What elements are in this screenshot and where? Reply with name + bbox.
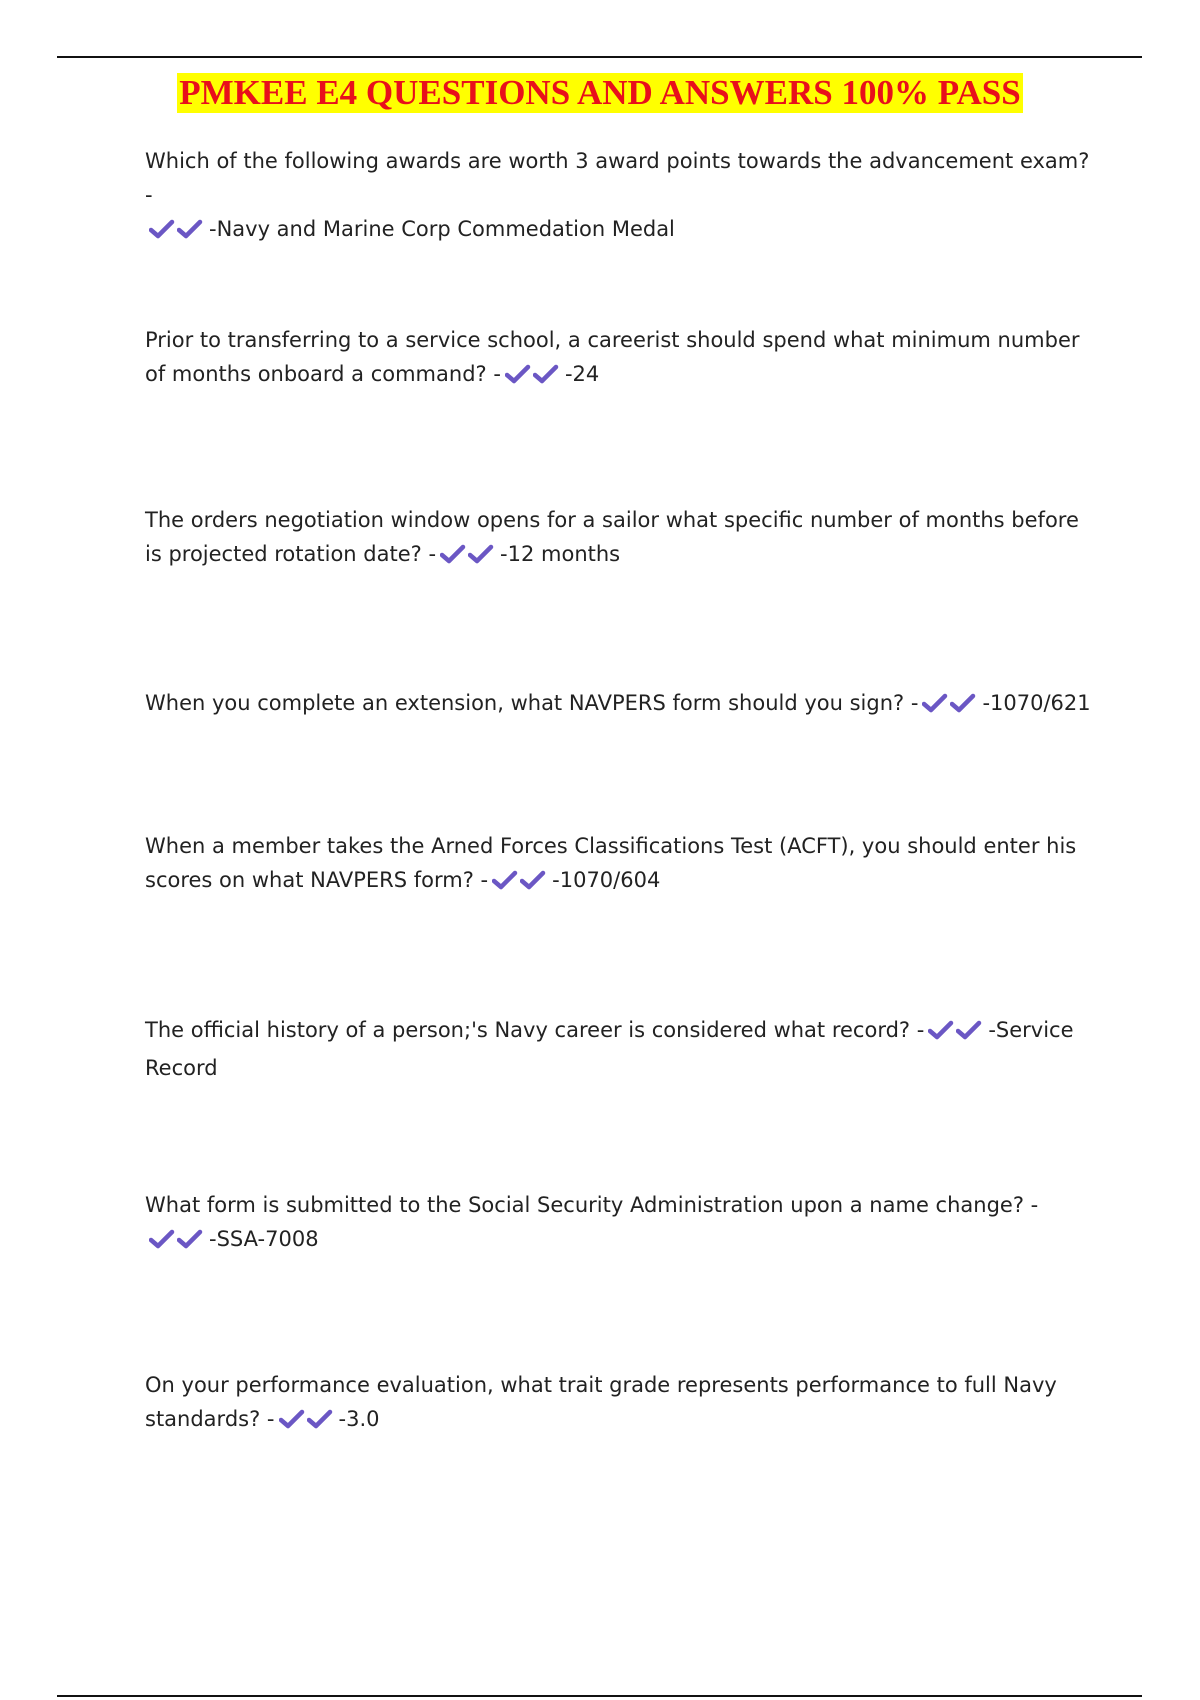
check-icon <box>520 869 548 891</box>
answer-text: -12 months <box>500 542 621 566</box>
answer-text: -24 <box>564 362 600 386</box>
question-text: On your performance evaluation, what trait grade represents performance to full Navy standards? - <box>145 1373 1057 1431</box>
qa-item-8 <box>145 1368 1095 1440</box>
check-icon <box>279 1408 307 1430</box>
check-marks <box>149 1226 205 1260</box>
check-icon <box>149 1228 177 1250</box>
qa-item-1 <box>145 144 1095 250</box>
check-icon <box>440 543 468 565</box>
check-marks <box>492 867 548 901</box>
qa-item-2 <box>145 323 1095 395</box>
check-marks <box>440 541 496 575</box>
qa-item-5 <box>145 829 1095 901</box>
title-wrap <box>0 73 1200 113</box>
question-text: The orders negotiation window opens for a sailor what specific number of months before is projected rotation date? - <box>145 508 1079 566</box>
check-marks <box>149 216 205 250</box>
check-icon <box>307 1408 335 1430</box>
answer-text: -Service Record <box>145 1018 1074 1080</box>
check-icon <box>922 692 950 714</box>
question-text: When a member takes the Arned Forces Classifications Test (ACFT), you should enter his scores on what NAVPERS form? - <box>145 834 1077 892</box>
check-marks <box>279 1406 335 1440</box>
qa-item-7 <box>145 1188 1095 1260</box>
answer-text: -Navy and Marine Corp Commedation Medal <box>209 217 675 241</box>
check-icon <box>950 692 978 714</box>
question-text: Prior to transferring to a service school, a careerist should spend what minimum number of months onboard a command? - <box>145 328 1080 386</box>
question-text: Which of the following awards are worth 3 award points towards the advancement exam? - <box>145 149 1090 207</box>
question-text: What form is submitted to the Social Security Administration upon a name change? - <box>145 1193 1039 1217</box>
check-icon <box>149 218 177 240</box>
qa-item-4 <box>145 686 1095 724</box>
question-text: The official history of a person;'s Navy career is considered what record? - <box>145 1018 925 1042</box>
check-marks <box>505 361 561 395</box>
qa-item-3 <box>145 503 1095 575</box>
qa-item-6 <box>145 1013 1095 1085</box>
check-icon <box>928 1019 956 1041</box>
check-icon <box>956 1019 984 1041</box>
question-text: When you complete an extension, what NAVPERS form should you sign? - <box>145 691 919 715</box>
check-icon <box>177 1228 205 1250</box>
check-icon <box>177 218 205 240</box>
top-rule <box>57 56 1142 58</box>
answer-text: -1070/604 <box>552 868 661 892</box>
check-icon <box>492 869 520 891</box>
check-marks <box>928 1017 984 1051</box>
answer-text: -SSA-7008 <box>209 1227 319 1251</box>
check-marks <box>922 690 978 724</box>
answer-text: -3.0 <box>338 1407 380 1431</box>
check-icon <box>468 543 496 565</box>
check-icon <box>533 363 561 385</box>
check-icon <box>505 363 533 385</box>
document-title: PMKEE E4 QUESTIONS AND ANSWERS 100% PASS <box>179 73 1021 112</box>
bottom-rule <box>57 1695 1142 1697</box>
answer-text: -1070/621 <box>982 691 1091 715</box>
